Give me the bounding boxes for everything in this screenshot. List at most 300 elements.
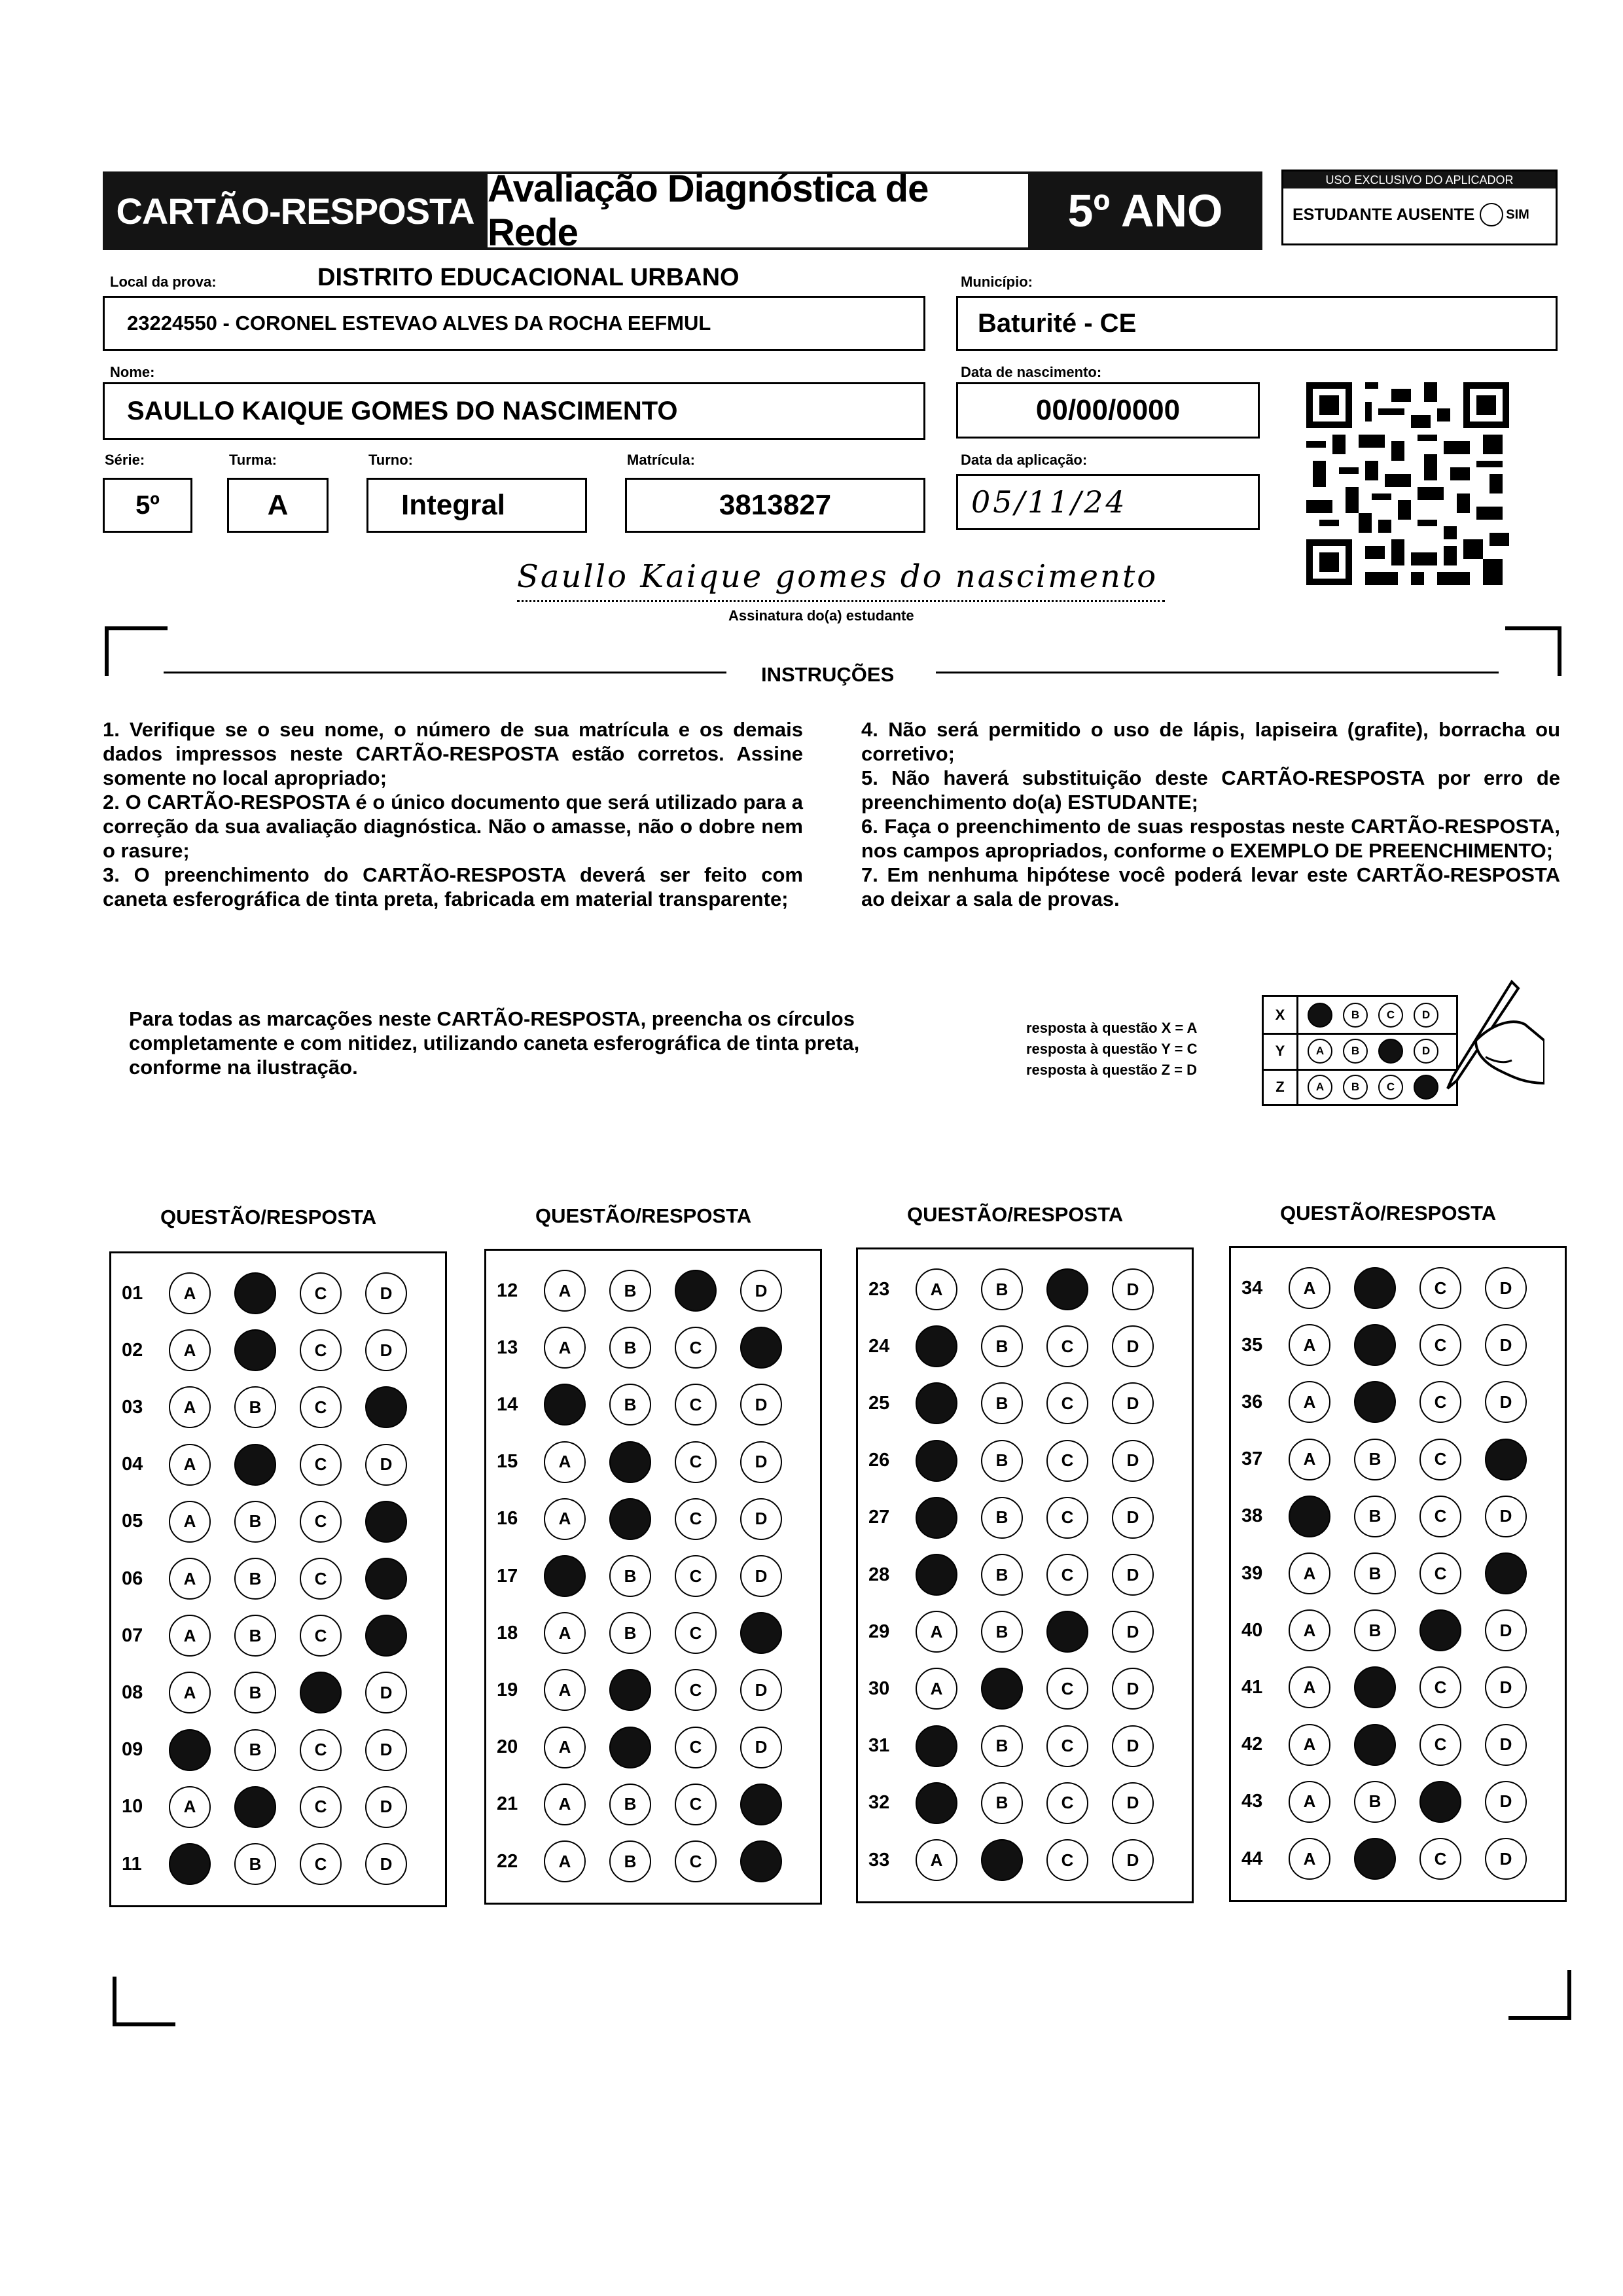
answer-bubble-d[interactable]: D (1485, 1838, 1527, 1880)
example-bubble-b: B (1343, 1039, 1368, 1064)
answer-bubble-d[interactable]: D (740, 1270, 782, 1312)
question-row (111, 1841, 407, 1887)
answer-bubble-d[interactable]: D (365, 1672, 407, 1713)
answer-bubble-d[interactable]: D (1485, 1324, 1527, 1366)
answer-bubble-c[interactable]: C (300, 1444, 342, 1486)
qr-code (1306, 382, 1509, 585)
turma-field (227, 478, 329, 533)
answer-bubble-d[interactable]: D (1485, 1381, 1527, 1423)
answer-bubble-c[interactable] (1419, 1781, 1461, 1823)
answer-bubble-c[interactable] (1046, 1611, 1088, 1653)
question-number: 43 (1241, 1791, 1263, 1812)
question-row (111, 1384, 407, 1430)
answer-bubble-c[interactable]: C (1419, 1496, 1461, 1537)
answer-bubble-a[interactable]: A (169, 1672, 211, 1713)
answer-bubble-b[interactable] (234, 1444, 276, 1486)
instruction-6: 6. Faça o preenchimento de suas respostas neste CARTÃO-RESPOSTA, nos campos apropriados, conforme o EXEMPLO DE PREENCHIMENTO; (861, 815, 1560, 862)
answer-bubble-b[interactable] (609, 1727, 651, 1768)
answer-bubble-c[interactable]: C (675, 1840, 717, 1882)
answer-bubble-c[interactable]: C (300, 1615, 342, 1657)
answer-bubble-a[interactable]: A (544, 1441, 586, 1483)
answer-bubble-a[interactable]: A (1289, 1781, 1330, 1823)
question-number: 17 (497, 1565, 518, 1587)
question-number: 22 (497, 1850, 518, 1872)
answer-bubble-a[interactable]: A (169, 1786, 211, 1828)
answer-bubble-c[interactable]: C (300, 1501, 342, 1543)
answer-bubble-b[interactable]: B (981, 1268, 1023, 1310)
answer-bubble-a[interactable]: A (169, 1501, 211, 1543)
question-number: 15 (497, 1451, 518, 1473)
question-row (858, 1266, 1154, 1312)
answer-bubble-d[interactable]: D (365, 1729, 407, 1771)
answer-bubble-d[interactable]: D (740, 1441, 782, 1483)
question-number: 20 (497, 1736, 518, 1758)
answer-bubble-b[interactable]: B (609, 1270, 651, 1312)
answer-bubble-c[interactable]: C (675, 1555, 717, 1597)
question-number: 44 (1241, 1848, 1263, 1869)
answer-bubble-d[interactable]: D (1485, 1496, 1527, 1537)
answer-bubble-b[interactable]: B (981, 1611, 1023, 1653)
answer-bubble-a[interactable] (916, 1554, 957, 1596)
question-number: 19 (497, 1679, 518, 1700)
answer-bubble-d[interactable]: D (1485, 1666, 1527, 1708)
turma-label: Turma: (229, 452, 277, 468)
instructions-heading: INSTRUÇÕES (761, 663, 895, 686)
answer-bubble-a[interactable]: A (169, 1329, 211, 1371)
question-row (111, 1784, 407, 1830)
answer-bubble-a[interactable]: A (544, 1840, 586, 1882)
answer-bubble-c[interactable]: C (675, 1498, 717, 1540)
answer-bubble-d[interactable] (740, 1612, 782, 1654)
answer-bubble-c[interactable]: C (1419, 1666, 1461, 1708)
answer-bubble-b[interactable]: B (981, 1440, 1023, 1482)
answer-bubble-c[interactable]: C (1046, 1554, 1088, 1596)
answer-bubble-c[interactable]: C (1419, 1267, 1461, 1309)
answer-bubble-c[interactable]: C (300, 1272, 342, 1314)
answer-bubble-c[interactable] (675, 1270, 717, 1312)
question-row (111, 1270, 407, 1316)
answer-bubble-a[interactable]: A (169, 1444, 211, 1486)
answer-bubble-d[interactable]: D (1112, 1611, 1154, 1653)
answer-bubble-c[interactable]: C (675, 1727, 717, 1768)
answer-bubble-a[interactable]: A (544, 1498, 586, 1540)
answer-bubble-b[interactable]: B (981, 1382, 1023, 1424)
answer-bubble-b[interactable] (234, 1329, 276, 1371)
question-number: 34 (1241, 1277, 1263, 1299)
answer-bubble-b[interactable]: B (234, 1843, 276, 1885)
example-bubble-b: B (1343, 1075, 1368, 1100)
answer-bubble-d[interactable]: D (1112, 1497, 1154, 1539)
answer-bubble-b[interactable]: B (981, 1325, 1023, 1367)
instructions-rule-right (936, 672, 1499, 673)
answer-bubble-c[interactable]: C (675, 1669, 717, 1711)
answer-bubble-b[interactable]: B (1354, 1781, 1396, 1823)
answer-bubble-a[interactable] (169, 1729, 211, 1771)
answer-bubble-c[interactable]: C (300, 1329, 342, 1371)
signature-label: Assinatura do(a) estudante (728, 607, 914, 624)
question-number: 07 (122, 1624, 143, 1646)
example-bubble-a: A (1308, 1075, 1332, 1100)
question-row (486, 1667, 782, 1713)
question-row (486, 1839, 782, 1884)
answer-bubble-c[interactable]: C (1046, 1839, 1088, 1881)
answer-bubble-d[interactable] (365, 1615, 407, 1657)
question-row (858, 1438, 1154, 1484)
example-bubble-c: C (1378, 1075, 1403, 1100)
nascimento-value: 00/00/0000 (1035, 394, 1181, 426)
question-row (486, 1439, 782, 1485)
question-row (111, 1727, 407, 1773)
answer-bubble-a[interactable] (916, 1782, 957, 1824)
answer-bubble-d[interactable]: D (1485, 1609, 1527, 1651)
answer-bubble-a[interactable] (169, 1843, 211, 1885)
answer-bubble-c[interactable]: C (675, 1784, 717, 1825)
answer-bubble-a[interactable]: A (169, 1615, 211, 1657)
answer-bubble-d[interactable]: D (1112, 1668, 1154, 1710)
answer-bubble-c[interactable]: C (1419, 1838, 1461, 1880)
panel-title: QUESTÃO/RESPOSTA (535, 1204, 752, 1227)
answer-bubble-b[interactable]: B (234, 1729, 276, 1771)
question-number: 11 (122, 1853, 142, 1874)
answer-bubble-a[interactable]: A (544, 1727, 586, 1768)
answer-bubble-a[interactable]: A (916, 1839, 957, 1881)
answer-bubble-d[interactable] (365, 1386, 407, 1428)
answer-bubble-b[interactable]: B (981, 1725, 1023, 1767)
nome-label: Nome: (110, 364, 155, 380)
question-number: 41 (1241, 1676, 1263, 1698)
exam-subtitle: Avaliação Diagnóstica de Rede (488, 171, 1028, 250)
municipio-label: Município: (961, 274, 1033, 290)
question-number: 16 (497, 1508, 518, 1530)
answer-bubble-c[interactable]: C (675, 1612, 717, 1654)
question-number: 06 (122, 1568, 143, 1589)
answer-bubble-d[interactable]: D (1485, 1781, 1527, 1823)
example-legend-y: resposta à questão Y = C (1026, 1041, 1198, 1057)
example-bubble-a (1308, 1003, 1332, 1028)
answer-bubble-c[interactable]: C (1419, 1724, 1461, 1766)
absent-checkbox[interactable] (1480, 203, 1503, 226)
question-number: 12 (497, 1280, 518, 1301)
answer-bubble-a[interactable]: A (916, 1611, 957, 1653)
answer-bubble-b[interactable] (981, 1839, 1023, 1881)
answer-bubble-c[interactable] (1046, 1268, 1088, 1310)
answer-bubble-d[interactable]: D (365, 1272, 407, 1314)
answer-bubble-a[interactable]: A (169, 1558, 211, 1600)
answer-bubble-c[interactable] (300, 1672, 342, 1713)
answer-bubble-d[interactable]: D (740, 1498, 782, 1540)
answer-bubble-c[interactable]: C (300, 1558, 342, 1600)
answer-bubble-d[interactable]: D (1112, 1554, 1154, 1596)
question-number: 04 (122, 1454, 143, 1475)
answer-bubble-a[interactable]: A (1289, 1666, 1330, 1708)
answer-bubble-a[interactable]: A (1289, 1439, 1330, 1480)
question-number: 10 (122, 1796, 143, 1818)
question-number: 39 (1241, 1562, 1263, 1584)
example-row-label: Z (1264, 1069, 1298, 1105)
answer-bubble-c[interactable]: C (300, 1386, 342, 1428)
example-bubble-d: D (1414, 1003, 1438, 1028)
question-number: 26 (868, 1450, 890, 1471)
answer-bubble-b[interactable] (1354, 1724, 1396, 1766)
grade-label: 5º ANO (1028, 171, 1262, 250)
answer-bubble-b[interactable]: B (609, 1840, 651, 1882)
answer-bubble-a[interactable]: A (544, 1669, 586, 1711)
question-row (1231, 1664, 1527, 1710)
answer-bubble-b[interactable]: B (981, 1497, 1023, 1539)
question-number: 29 (868, 1621, 890, 1642)
answer-bubble-a[interactable] (544, 1384, 586, 1426)
serie-value: 5º (135, 490, 160, 520)
answer-bubble-a[interactable] (1289, 1496, 1330, 1537)
answer-bubble-b[interactable]: B (1354, 1496, 1396, 1537)
answer-bubble-b[interactable]: B (1354, 1552, 1396, 1594)
answer-bubble-a[interactable]: A (1289, 1324, 1330, 1366)
signature[interactable]: Saullo Kaique gomes do nascimento (517, 558, 1165, 602)
question-row (486, 1553, 782, 1599)
answer-bubble-b[interactable] (234, 1786, 276, 1828)
question-row (486, 1268, 782, 1314)
answer-bubble-a[interactable]: A (1289, 1552, 1330, 1594)
answer-bubble-d[interactable]: D (365, 1843, 407, 1885)
answer-bubble-c[interactable]: C (1046, 1382, 1088, 1424)
answer-bubble-b[interactable] (1354, 1324, 1396, 1366)
instruction-4: 4. Não será permitido o uso de lápis, lapiseira (grafite), borracha ou corretivo; (861, 718, 1560, 765)
answer-panel-2 (484, 1249, 822, 1905)
answer-bubble-b[interactable] (609, 1669, 651, 1711)
answer-bubble-b[interactable]: B (234, 1386, 276, 1428)
question-row (486, 1725, 782, 1770)
question-number: 05 (122, 1511, 143, 1532)
aplicacao-label: Data da aplicação: (961, 452, 1088, 468)
answer-bubble-a[interactable] (916, 1382, 957, 1424)
answer-bubble-b[interactable] (609, 1441, 651, 1483)
answer-bubble-c[interactable]: C (1046, 1325, 1088, 1367)
answer-bubble-c[interactable]: C (1046, 1782, 1088, 1824)
answer-bubble-b[interactable]: B (234, 1501, 276, 1543)
answer-bubble-a[interactable] (916, 1497, 957, 1539)
answer-bubble-c[interactable] (1419, 1609, 1461, 1651)
answer-bubble-a[interactable] (916, 1440, 957, 1482)
example-bubble-c (1378, 1039, 1403, 1064)
municipio-field (956, 296, 1558, 351)
answer-bubble-a[interactable] (544, 1555, 586, 1597)
answer-bubble-a[interactable]: A (916, 1668, 957, 1710)
answer-bubble-b[interactable]: B (609, 1784, 651, 1825)
answer-bubble-c[interactable]: C (1419, 1552, 1461, 1594)
absent-label: ESTUDANTE AUSENTE (1293, 205, 1475, 224)
question-row (858, 1552, 1154, 1598)
answer-bubble-c[interactable]: C (1046, 1668, 1088, 1710)
answer-bubble-c[interactable]: C (675, 1384, 717, 1426)
pen-hand-illustration (1414, 978, 1544, 1100)
answer-bubble-d[interactable]: D (740, 1669, 782, 1711)
answer-bubble-d[interactable]: D (740, 1555, 782, 1597)
answer-bubble-c[interactable]: C (300, 1786, 342, 1828)
example-legend-x: resposta à questão X = A (1026, 1020, 1198, 1036)
exclusive-label: USO EXCLUSIVO DO APLICADOR (1283, 171, 1556, 188)
answer-bubble-d[interactable] (740, 1327, 782, 1369)
example-bubble-b: B (1343, 1003, 1368, 1028)
answer-bubble-d[interactable] (740, 1840, 782, 1882)
answer-bubble-b[interactable]: B (234, 1558, 276, 1600)
instructions-right (861, 717, 1560, 911)
question-number: 35 (1241, 1334, 1263, 1355)
answer-bubble-a[interactable]: A (1289, 1609, 1330, 1651)
municipio-value: Baturité - CE (978, 308, 1137, 338)
question-number: 27 (868, 1507, 890, 1528)
question-row (858, 1323, 1154, 1369)
answer-bubble-d[interactable]: D (365, 1444, 407, 1486)
answer-bubble-c[interactable]: C (1046, 1725, 1088, 1767)
question-row (111, 1327, 407, 1373)
example-row-label: Y (1264, 1033, 1298, 1069)
example-row-label: X (1264, 997, 1298, 1033)
district-name: DISTRITO EDUCACIONAL URBANO (317, 264, 740, 291)
panel-title: QUESTÃO/RESPOSTA (160, 1206, 377, 1229)
corner-mark-bottom-right (1508, 1970, 1571, 2020)
answer-bubble-d[interactable]: D (1112, 1268, 1154, 1310)
question-row (1231, 1265, 1527, 1311)
question-row (1231, 1779, 1527, 1825)
answer-bubble-c[interactable]: C (1419, 1439, 1461, 1480)
example-bubble-d: D (1414, 1039, 1438, 1064)
panel-title: QUESTÃO/RESPOSTA (907, 1203, 1124, 1226)
answer-bubble-b[interactable] (981, 1668, 1023, 1710)
answer-bubble-a[interactable]: A (169, 1272, 211, 1314)
answer-bubble-d[interactable]: D (740, 1727, 782, 1768)
answer-bubble-d[interactable]: D (1485, 1724, 1527, 1766)
answer-bubble-d[interactable]: D (1112, 1325, 1154, 1367)
answer-bubble-a[interactable]: A (916, 1268, 957, 1310)
question-row (858, 1666, 1154, 1712)
answer-bubble-d[interactable]: D (1112, 1839, 1154, 1881)
question-number: 36 (1241, 1391, 1263, 1412)
answer-bubble-b[interactable]: B (609, 1384, 651, 1426)
answer-bubble-b[interactable]: B (234, 1615, 276, 1657)
question-row (858, 1380, 1154, 1426)
answer-bubble-d[interactable]: D (1485, 1267, 1527, 1309)
answer-bubble-d[interactable]: D (365, 1786, 407, 1828)
question-row (111, 1613, 407, 1659)
instruction-7: 7. Em nenhuma hipótese você poderá levar este CARTÃO-RESPOSTA ao deixar a sala de provas. (861, 863, 1560, 910)
answer-bubble-b[interactable]: B (1354, 1439, 1396, 1480)
question-number: 03 (122, 1396, 143, 1418)
question-number: 31 (868, 1735, 890, 1757)
answer-bubble-c[interactable]: C (675, 1327, 717, 1369)
answer-bubble-c[interactable]: C (300, 1843, 342, 1885)
answer-bubble-d[interactable]: D (1112, 1782, 1154, 1824)
answer-bubble-a[interactable]: A (1289, 1381, 1330, 1423)
question-row (858, 1495, 1154, 1541)
answer-bubble-b[interactable]: B (609, 1555, 651, 1597)
answer-bubble-b[interactable] (234, 1272, 276, 1314)
answer-bubble-a[interactable]: A (1289, 1267, 1330, 1309)
school-field (103, 296, 925, 351)
question-row (858, 1780, 1154, 1826)
question-row (486, 1325, 782, 1371)
question-number: 01 (122, 1282, 143, 1304)
nascimento-label: Data de nascimento: (961, 364, 1102, 380)
answer-bubble-d[interactable] (365, 1501, 407, 1543)
answer-bubble-a[interactable]: A (1289, 1724, 1330, 1766)
answer-bubble-d[interactable]: D (1112, 1382, 1154, 1424)
answer-bubble-d[interactable] (740, 1784, 782, 1825)
answer-bubble-b[interactable] (1354, 1267, 1396, 1309)
nome-value: SAULLO KAIQUE GOMES DO NASCIMENTO (127, 396, 678, 425)
answer-bubble-c[interactable]: C (1046, 1497, 1088, 1539)
answer-bubble-d[interactable]: D (740, 1384, 782, 1426)
answer-bubble-b[interactable]: B (1354, 1609, 1396, 1651)
answer-bubble-d[interactable] (1485, 1439, 1527, 1480)
answer-bubble-a[interactable]: A (544, 1327, 586, 1369)
answer-bubble-d[interactable]: D (1112, 1440, 1154, 1482)
answer-bubble-b[interactable]: B (609, 1327, 651, 1369)
question-row (1231, 1494, 1527, 1539)
panel-title: QUESTÃO/RESPOSTA (1280, 1202, 1497, 1225)
aplicacao-value: 05/11/24 (971, 484, 1128, 520)
corner-mark-top-left (105, 626, 168, 676)
answer-bubble-b[interactable]: B (609, 1612, 651, 1654)
question-number: 24 (868, 1335, 890, 1357)
question-number: 38 (1241, 1505, 1263, 1527)
aplicacao-field[interactable] (956, 474, 1260, 530)
answer-bubble-a[interactable]: A (1289, 1838, 1330, 1880)
answer-bubble-d[interactable] (1485, 1552, 1527, 1594)
answer-bubble-b[interactable] (1354, 1381, 1396, 1423)
corner-mark-bottom-left (113, 1977, 175, 2026)
question-row (1231, 1322, 1527, 1368)
absent-option: SIM (1506, 207, 1529, 222)
answer-panel-1 (109, 1251, 447, 1907)
answer-bubble-b[interactable] (1354, 1838, 1396, 1880)
answer-bubble-c[interactable]: C (300, 1729, 342, 1771)
answer-bubble-a[interactable]: A (169, 1386, 211, 1428)
answer-bubble-b[interactable]: B (981, 1554, 1023, 1596)
question-number: 13 (497, 1336, 518, 1358)
answer-bubble-c[interactable]: C (1046, 1440, 1088, 1482)
local-label: Local da prova: (110, 274, 217, 290)
answer-bubble-b[interactable]: B (234, 1672, 276, 1713)
answer-bubble-b[interactable]: B (981, 1782, 1023, 1824)
example-bubble-c: C (1378, 1003, 1403, 1028)
answer-bubble-d[interactable] (365, 1558, 407, 1600)
answer-bubble-a[interactable]: A (544, 1784, 586, 1825)
answer-bubble-d[interactable]: D (1112, 1725, 1154, 1767)
answer-bubble-b[interactable] (1354, 1666, 1396, 1708)
answer-bubble-c[interactable]: C (1419, 1381, 1461, 1423)
question-row (111, 1556, 407, 1602)
question-row (1231, 1836, 1527, 1882)
answer-bubble-c[interactable]: C (1419, 1324, 1461, 1366)
answer-bubble-a[interactable]: A (544, 1270, 586, 1312)
question-row (1231, 1607, 1527, 1653)
instruction-1: 1. Verifique se o seu nome, o número de sua matrícula e os demais dados impressos neste CARTÃO-RESPOSTA estão corretos. Assine somente no local apropriado; (103, 718, 803, 789)
answer-bubble-a[interactable] (916, 1325, 957, 1367)
question-number: 30 (868, 1677, 890, 1699)
answer-bubble-a[interactable]: A (544, 1612, 586, 1654)
answer-bubble-a[interactable] (916, 1725, 957, 1767)
answer-bubble-d[interactable]: D (365, 1329, 407, 1371)
answer-bubble-c[interactable]: C (675, 1441, 717, 1483)
question-number: 37 (1241, 1448, 1263, 1470)
turno-field (366, 478, 587, 533)
question-number: 40 (1241, 1619, 1263, 1641)
matricula-field (625, 478, 925, 533)
matricula-value: 3813827 (719, 489, 832, 521)
turno-label: Turno: (368, 452, 414, 468)
question-row (486, 1496, 782, 1542)
answer-bubble-b[interactable] (609, 1498, 651, 1540)
